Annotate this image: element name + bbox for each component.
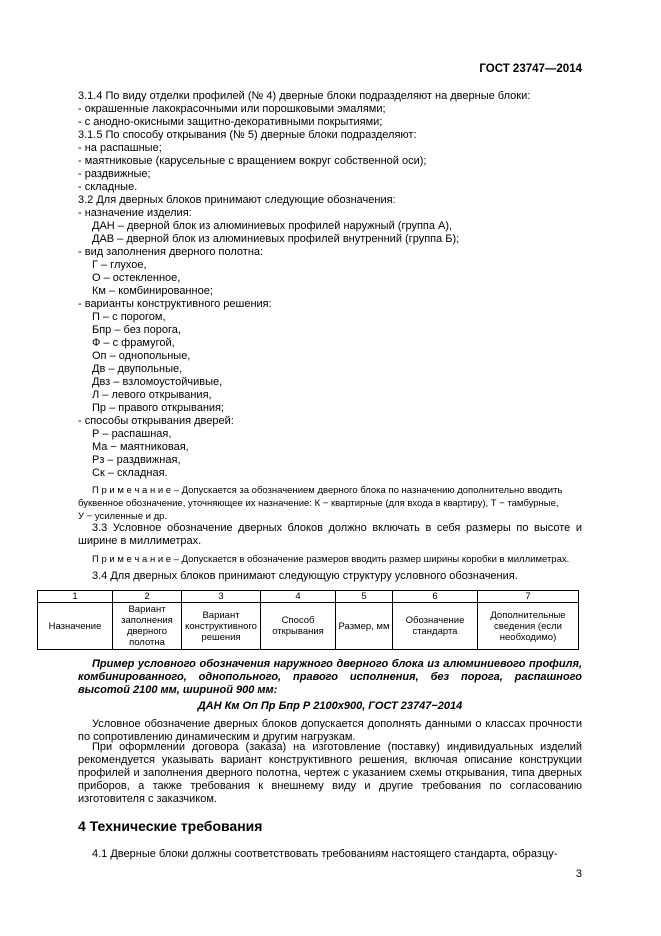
designation-item: Рз – раздвижная, <box>92 454 181 466</box>
note-label: П р и м е ч а н и е <box>92 554 172 565</box>
list-item: - окрашенные лакокрасочными или порошковыми эмалями; <box>78 103 386 115</box>
list-item: - на распашные; <box>78 142 162 154</box>
designation-item: Л – левого открывания, <box>92 389 212 401</box>
table-cell: 4 <box>261 591 336 603</box>
table-cell: Размер, мм <box>336 603 393 650</box>
list-item: - варианты конструктивного решения: <box>78 298 272 310</box>
example-designation: ДАН Км Оп Пр Бпр Р 2100х900, ГОСТ 23747−2014 <box>197 700 463 712</box>
table-cell: 5 <box>336 591 393 603</box>
table-cell: Способ открывания <box>261 603 336 650</box>
table-cell: 3 <box>182 591 261 603</box>
designation-item: Оп – однопольные, <box>92 350 191 362</box>
list-item: - назначение изделия: <box>78 207 192 219</box>
table-cell: 7 <box>478 591 579 603</box>
designation-item: Г – глухое, <box>92 259 147 271</box>
document-code: ГОСТ 23747—2014 <box>479 63 582 75</box>
designation-item: Ск – складная. <box>92 467 168 479</box>
table-cell: 2 <box>113 591 182 603</box>
designation-item: Ма − маятниковая, <box>92 441 189 453</box>
table-cell: Вариант заполнения дверного полотна <box>113 603 182 650</box>
note-2 <box>92 553 569 566</box>
designation-item: Дв – двупольные, <box>92 363 183 375</box>
table-number-row <box>38 591 579 603</box>
list-item: - складные. <box>78 181 138 193</box>
list-item: - маятниковые (карусельные с вращением вокруг собственной оси); <box>78 155 427 167</box>
designation-item: П – с порогом, <box>92 311 166 323</box>
page-number: 3 <box>575 868 582 880</box>
table-header-row <box>38 603 579 650</box>
designation-item: Бпр – без порога, <box>92 324 181 336</box>
note-label: П р и м е ч а н и е <box>92 485 172 496</box>
section-title: 4 Технические требования <box>78 818 263 834</box>
table-cell: 1 <box>38 591 113 603</box>
clause-3-3: 3.3 Условное обозначение дверных блоков должно включать в себя размеры по высоте и ширине в миллиметрах. <box>78 522 582 547</box>
note-1-line-2: буквенное обозначение, уточняющее их назначение: К − квартирные (для входа в квартиру), Т − тамбурные, <box>78 498 559 509</box>
note-1-line-3: У − усиленные и др. <box>78 511 168 522</box>
designation-structure-table <box>37 590 579 650</box>
list-item: - вид заполнения дверного полотна: <box>78 246 264 258</box>
designation-item: О – остекленное, <box>92 272 181 284</box>
list-item: - с анодно-окисными защитно-декоративными покрытиями; <box>78 116 383 128</box>
list-item: - раздвижные; <box>78 168 151 180</box>
designation-item: ДАВ – дверной блок из алюминиевых профилей внутренний (группа Б); <box>92 233 460 245</box>
paragraph-additional-data: Условное обозначение дверных блоков допускается дополнять данными о классах прочности по сопротивлению динамическим и другим нагрузкам. <box>78 718 582 743</box>
designation-item: Км – комбинированное; <box>92 285 213 297</box>
clause-3-4: 3.4 Для дверных блоков принимают следующую структуру условного обозначения. <box>92 570 518 582</box>
note-1 <box>92 484 562 497</box>
note-text: – Допускается за обозначением дверного блока по назначению дополнительно вводить <box>171 485 563 496</box>
designation-item: ДАН – дверной блок из алюминиевых профилей наружный (группа А), <box>92 220 453 232</box>
clause-3-1-4: 3.1.4 По виду отделки профилей (№ 4) дверные блоки подразделяют на дверные блоки: <box>78 90 531 102</box>
table-cell: Назначение <box>38 603 113 650</box>
example-text: Пример условного обозначения наружного дверного блока из алюминиевого профиля, комбинированного, однопольного, правого исполнения, без порога, распашного высотой 2100 мм, шириной 900 мм: <box>78 658 582 696</box>
table-cell: Дополнительные сведения (если необходимо) <box>478 603 579 650</box>
note-text: – Допускается в обозначение размеров вводить размер ширины коробки в миллиметрах. <box>171 554 570 565</box>
clause-4-1: 4.1 Дверные блоки должны соответствовать требованиям настоящего стандарта, образцу- <box>92 848 558 860</box>
list-item: - способы открывания дверей: <box>78 415 234 427</box>
designation-item: Двз – взломоустойчивые, <box>92 376 223 388</box>
table-cell: 6 <box>393 591 478 603</box>
designation-item: Пр – правого открывания; <box>92 402 225 414</box>
clause-3-1-5: 3.1.5 По способу открывания (№ 5) дверные блоки подразделяют: <box>78 129 417 141</box>
designation-item: Ф – с фрамугой, <box>92 337 175 349</box>
designation-item: Р – распашная, <box>92 428 172 440</box>
table-cell: Обозначение стандарта <box>393 603 478 650</box>
table-cell: Вариант конструктивного решения <box>182 603 261 650</box>
clause-3-2: 3.2 Для дверных блоков принимают следующие обозначения: <box>78 194 396 206</box>
paragraph-contract: При оформлении договора (заказа) на изготовление (поставку) индивидуальных изделий рекомендуется указывать вариант конструктивного решения, включая описание конструкции профилей и заполнения дверного полотна, чертеж с указанием схемы открывания, типа дверных приборов, а также требования к внешнему виду и другие требования по согласованию изготовителя с заказчиком. <box>78 741 582 805</box>
